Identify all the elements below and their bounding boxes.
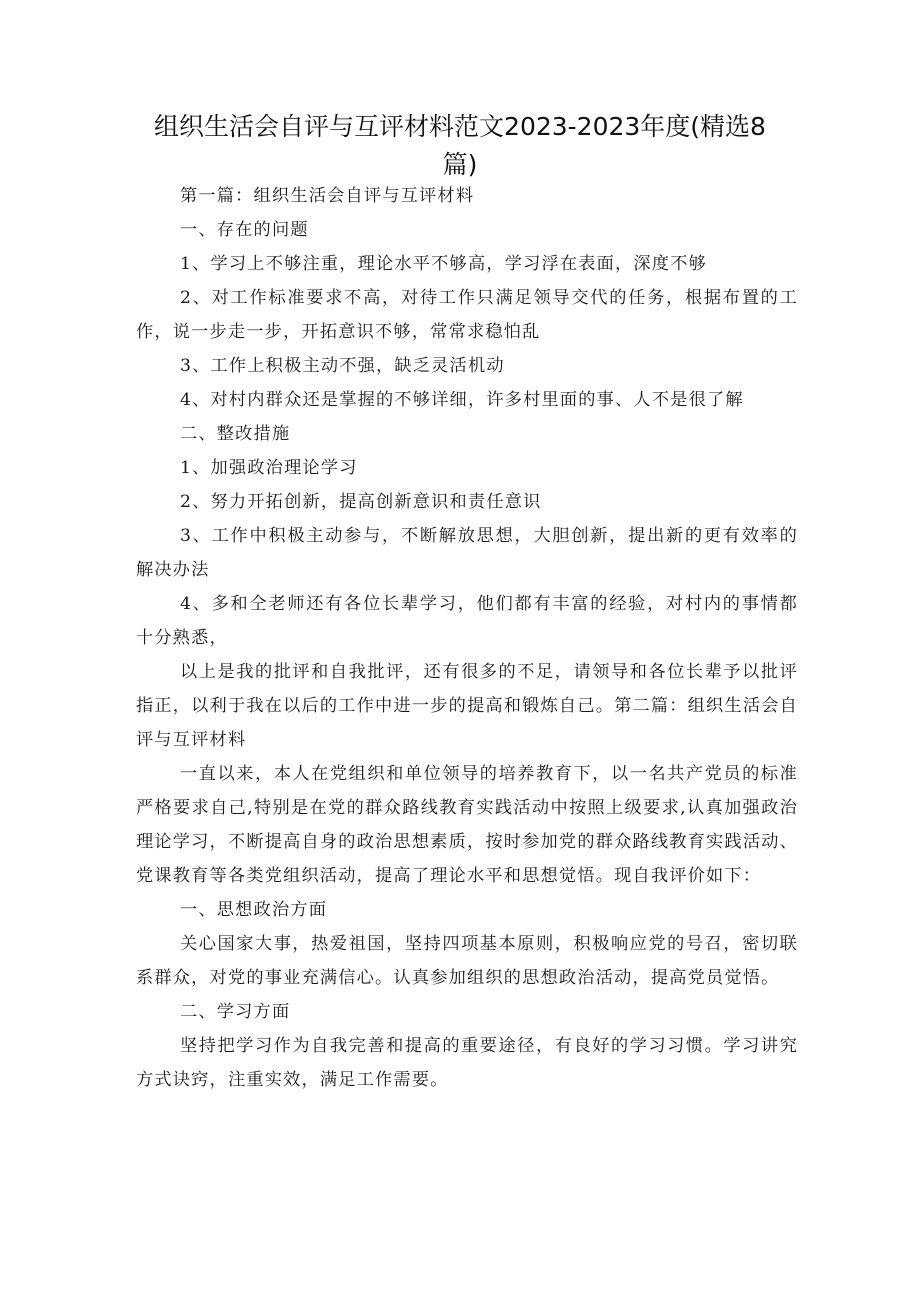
paragraph: 3、工作中积极主动参与，不断解放思想，大胆创新，提出新的更有效率的解决办法 xyxy=(136,526,798,580)
paragraph: 坚持把学习作为自我完善和提高的重要途径，有良好的学习习惯。学习讲究方式诀窍，注重实效，满足工作需要。 xyxy=(136,1036,798,1090)
paragraph: 4、对村内群众还是掌握的不够详细，许多村里面的事、人不是很了解 xyxy=(180,390,744,410)
paragraph: 4、多和仝老师还有各位长辈学习，他们都有丰富的经验，对村内的事情都十分熟悉， xyxy=(136,594,798,648)
paragraph: 1、学习上不够注重，理论水平不够高，学习浮在表面，深度不够 xyxy=(180,254,707,274)
paragraph: 关心国家大事，热爱祖国，坚持四项基本原则，积极响应党的号召，密切联系群众，对党的事业充满信心。认真参加组织的思想政治活动，提高党员觉悟。 xyxy=(136,934,798,988)
paragraph: 2、对工作标准要求不高，对待工作只满足领导交代的任务，根据布置的工作，说一步走一步，开拓意识不够，常常求稳怕乱 xyxy=(136,288,798,342)
sub-heading: 二、整改措施 xyxy=(180,424,291,444)
sub-heading: 二、学习方面 xyxy=(180,1002,291,1022)
sub-heading: 一、存在的问题 xyxy=(180,220,309,240)
paragraph: 2、努力开拓创新，提高创新意识和责任意识 xyxy=(180,492,542,512)
paragraph: 一直以来，本人在党组织和单位领导的培养教育下，以一名共产党员的标准严格要求自己,特别是在党的群众路线教育实践活动中按照上级要求,认真加强政治理论学习，不断提高自身的政治思想素质，按时参加党的群众路线教育实践活动、党课教育等各类党组织活动，提高了理论水平和思想觉悟。现自我评价如下： xyxy=(136,764,798,886)
document-body xyxy=(136,179,798,1097)
paragraph: 3、工作上积极主动不强，缺乏灵活机动 xyxy=(180,356,505,376)
document-title: 组织生活会自评与互评材料范文2023-2023年度(精选8篇) xyxy=(154,112,766,179)
section-heading: 第一篇：组织生活会自评与互评材料 xyxy=(180,186,475,206)
paragraph: 以上是我的批评和自我批评，还有很多的不足，请领导和各位长辈予以批评指正，以利于我在以后的工作中进一步的提高和锻炼自己。第二篇：组织生活会自评与互评材料 xyxy=(136,662,798,750)
sub-heading: 一、思想政治方面 xyxy=(180,900,328,920)
paragraph: 1、加强政治理论学习 xyxy=(180,458,358,478)
